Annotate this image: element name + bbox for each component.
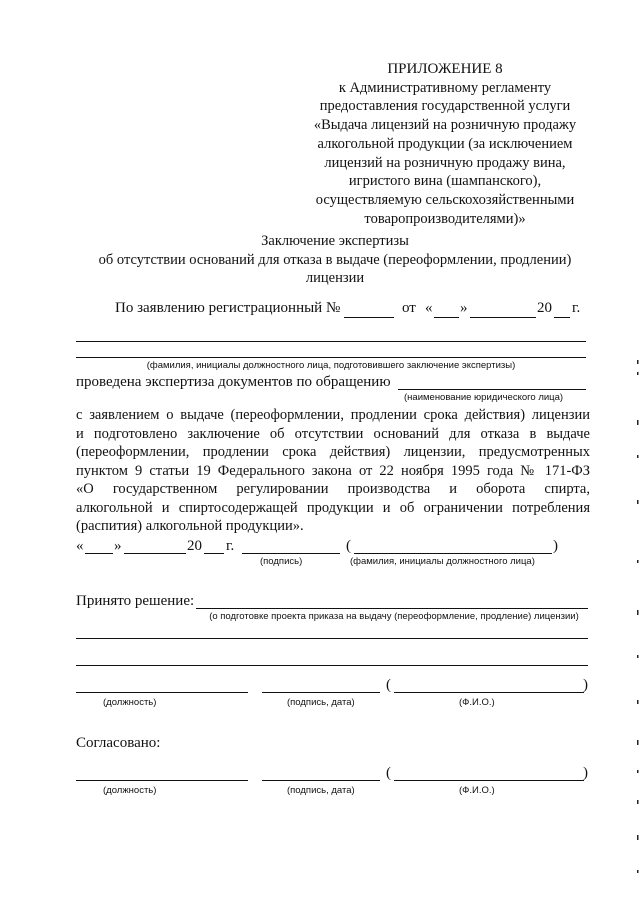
official-fio-field[interactable] [354,553,552,554]
scan-edge-marks [634,0,640,905]
position-field-2[interactable] [76,780,248,781]
appendix-title: ПРИЛОЖЕНИЕ 8 [387,61,503,77]
agreed-label: Согласовано: [76,735,161,751]
signature-date-field-1[interactable] [262,692,380,693]
fio-caption-2: (Ф.И.О.) [459,785,495,796]
month-field[interactable] [470,317,536,318]
header-line: предоставления государственной услуги [319,98,571,115]
signature-date-caption-2: (подпись, дата) [287,785,355,796]
title-line-2: об отсутствии оснований для отказа в выдаче (переоформлении, продлении) [98,251,572,268]
header-line: к Административному регламенту [338,79,552,96]
legal-entity-field[interactable] [398,389,586,390]
decision-field-3[interactable] [76,665,588,666]
paragraph-line: пунктом 9 статьи 19 Федерального закона от 22 ноября 1995 года № 171-ФЗ [76,462,590,479]
official-caption: (фамилия, инициалы должностного лица, подготовившего заключение экспертизы) [146,360,516,371]
title-line-3: лицензии [305,270,365,287]
paragraph-line: и подготовлено заключение об отсутствии оснований для отказа в выдаче [76,425,590,442]
official-fio-caption: (фамилия, инициалы должностного лица) [350,556,535,567]
paragraph-line: с заявлением о выдаче (переоформлении, продлении срока действия) лицензии [76,407,590,423]
fio-field-1[interactable] [394,692,584,693]
position-caption-2: (должность) [103,785,157,796]
paragraph-line-last: (распития) алкогольной продукции». [76,518,304,534]
decision-field-1[interactable] [196,608,588,609]
year-field[interactable] [554,317,570,318]
year-prefix: 20 [537,300,552,316]
main-paragraph [76,406,590,536]
date-day-field[interactable] [85,553,113,554]
paren-open: ( [346,538,351,554]
header-line: осуществляемую сельскохозяйственными [315,191,575,208]
expertise-label: проведена экспертиза документов по обращению [76,374,391,390]
header-line: лицензий на розничную продажу вина, [324,154,566,171]
signature-date-field-2[interactable] [262,780,380,781]
date-year-suffix: г. [226,538,235,554]
decision-label: Принято решение: [76,593,195,609]
official-name-line-1[interactable] [76,341,586,342]
paragraph-line: алкогольной и спиртосодержащей продукции и об ограничении потребления [76,499,590,516]
year-suffix: г. [572,300,581,316]
fio-caption-1: (Ф.И.О.) [459,697,495,708]
document-title [50,232,620,288]
header-line: алкогольной продукции (за исключением [317,135,573,152]
signature-field[interactable] [242,553,340,554]
header-line: игристого вина (шампанского), [348,173,542,190]
position-field-1[interactable] [76,692,248,693]
date-quote-close: » [114,538,122,554]
header-line: «Выдача лицензий на розничную продажу [313,117,577,134]
date-year-prefix: 20 [187,538,202,554]
paragraph-line: «О государственном регулировании производства и оборота спирта, [76,481,590,497]
signature-caption: (подпись) [260,556,303,567]
paren-close: ) [553,538,558,554]
from-label: от [402,300,416,316]
date-year-field[interactable] [204,553,224,554]
header-line: товаропроизводителями)» [364,210,526,227]
official-name-line-2[interactable] [76,357,586,358]
decision-field-2[interactable] [76,638,588,639]
quote-close: » [460,300,468,316]
fio-paren-close-1: ) [583,677,588,693]
registration-number-field[interactable] [344,317,394,318]
position-caption-1: (должность) [103,697,157,708]
decision-caption: (о подготовке проекта приказа на выдачу (переоформление, продление) лицензии) [209,611,579,622]
signature-date-caption-1: (подпись, дата) [287,697,355,708]
fio-paren-close-2: ) [583,765,588,781]
day-field[interactable] [434,317,459,318]
quote-open: « [425,300,433,316]
application-prefix: По заявлению регистрационный № [115,300,341,316]
legal-entity-caption: (наименование юридического лица) [404,392,564,403]
title-line-1: Заключение экспертизы [261,233,409,249]
paragraph-line: (переоформлении, продлении срока действия) лицензии, предусмотренных [76,444,590,460]
date-quote-open: « [76,538,84,554]
fio-paren-open-2: ( [386,765,391,781]
fio-paren-open-1: ( [386,677,391,693]
appendix-header [300,60,590,228]
date-month-field[interactable] [124,553,186,554]
fio-field-2[interactable] [394,780,584,781]
